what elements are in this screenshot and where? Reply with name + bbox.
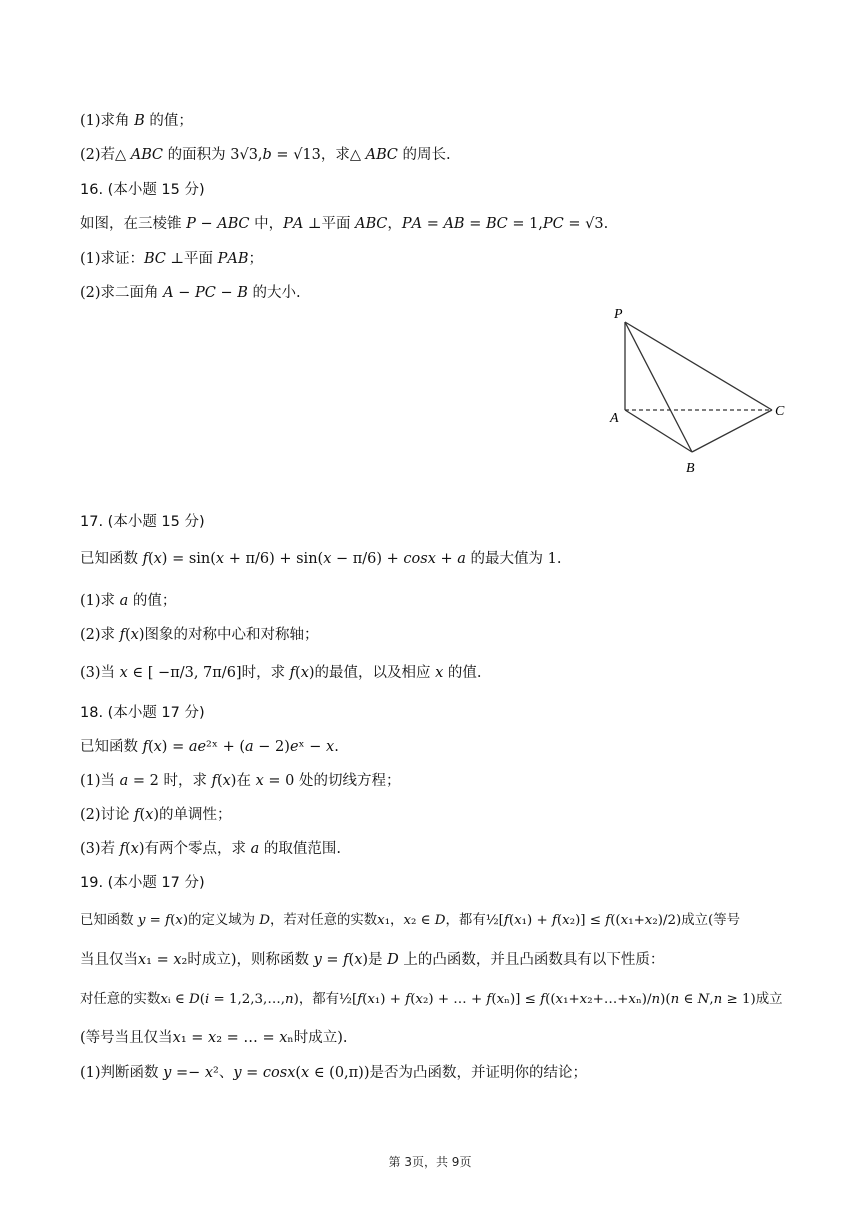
text-line: 如图，在三棱锥 𝑃 − 𝐴𝐵𝐶 中，𝑃𝐴 ⊥平面 𝐴𝐵𝐶，𝑃𝐴 = 𝐴𝐵 = 𝐵𝐶 = 1,𝑃𝐶 = √3. [80,216,609,232]
label-c: C [775,404,785,419]
text-line: 已知函数 𝑦 = 𝑓(𝑥)的定义域为 𝐷，若对任意的实数𝑥₁，𝑥₂ ∈ 𝐷，都有½[𝑓(𝑥₁) + 𝑓(𝑥₂)] ≤ 𝑓((𝑥₁+𝑥₂)/2)成立(等号 [80,913,740,928]
text-line: (3)若 𝑓(𝑥)有两个零点，求 𝑎 的取值范围. [80,841,341,857]
question-header: 18. (本小题 17 分) [80,705,205,721]
text-line: (2)求 𝑓(𝑥)图象的对称中心和对称轴； [80,627,319,643]
text-line: (2)求二面角 𝐴 − 𝑃𝐶 − 𝐵 的大小. [80,285,301,301]
text-line: 当且仅当𝑥₁ = 𝑥₂时成立)，则称函数 𝑦 = 𝑓(𝑥)是 𝐷 上的凸函数，并且凸函数具有以下性质： [80,952,665,968]
edge-bc [692,410,772,452]
text-line: 已知函数 𝑓(𝑥) = 𝑎𝑒²ˣ + (𝑎 − 2)𝑒ˣ − 𝑥. [80,739,339,755]
text-line: (1)当 𝑎 = 2 时，求 𝑓(𝑥)在 𝑥 = 0 处的切线方程； [80,773,401,789]
text-line: 对任意的实数𝑥ᵢ ∈ 𝐷(𝑖 = 1,2,3,…,𝑛)，都有½[𝑓(𝑥₁) + 𝑓(𝑥₂) + … + 𝑓(𝑥ₙ)] ≤ 𝑓((𝑥₁+𝑥₂+…+𝑥ₙ)/𝑛)(𝑛 ∈ 𝑁,𝑛 ≥ 1)成立 [80,992,783,1007]
text-line: (2)讨论 𝑓(𝑥)的单调性； [80,807,232,823]
text-line: (3)当 𝑥 ∈ [ −π/3, 7π/6]时，求 𝑓(𝑥)的最值，以及相应 𝑥 的值. [80,665,482,681]
text-line: (1)求 𝑎 的值； [80,593,177,609]
text-line: (1)求角 𝐵 的值； [80,113,193,129]
pyramid-figure [600,302,800,482]
edge-ab [625,410,692,452]
question-header: 16. (本小题 15 分) [80,182,205,198]
text-line: (1)判断函数 𝑦 =− 𝑥²、𝑦 = 𝑐𝑜𝑠𝑥(𝑥 ∈ (0,π))是否为凸函数，并证明你的结论； [80,1065,587,1081]
text-line: (1)求证：𝐵𝐶 ⊥平面 𝑃𝐴𝐵； [80,251,264,267]
text-line: 已知函数 𝑓(𝑥) = sin(𝑥 + π/6) + sin(𝑥 − π/6) + 𝑐𝑜𝑠𝑥 + 𝑎 的最大值为 1. [80,551,562,567]
label-p: P [614,307,623,322]
text-line: (等号当且仅当𝑥₁ = 𝑥₂ = … = 𝑥ₙ时成立). [80,1030,348,1046]
question-header: 19. (本小题 17 分) [80,875,205,891]
label-b: B [686,461,695,476]
label-a: A [610,411,619,426]
page-footer: 第 3页，共 9页 [388,1155,472,1169]
question-header: 17. (本小题 15 分) [80,514,205,530]
text-line: (2)若△ 𝐴𝐵𝐶 的面积为 3√3,𝑏 = √13，求△ 𝐴𝐵𝐶 的周长. [80,147,451,163]
